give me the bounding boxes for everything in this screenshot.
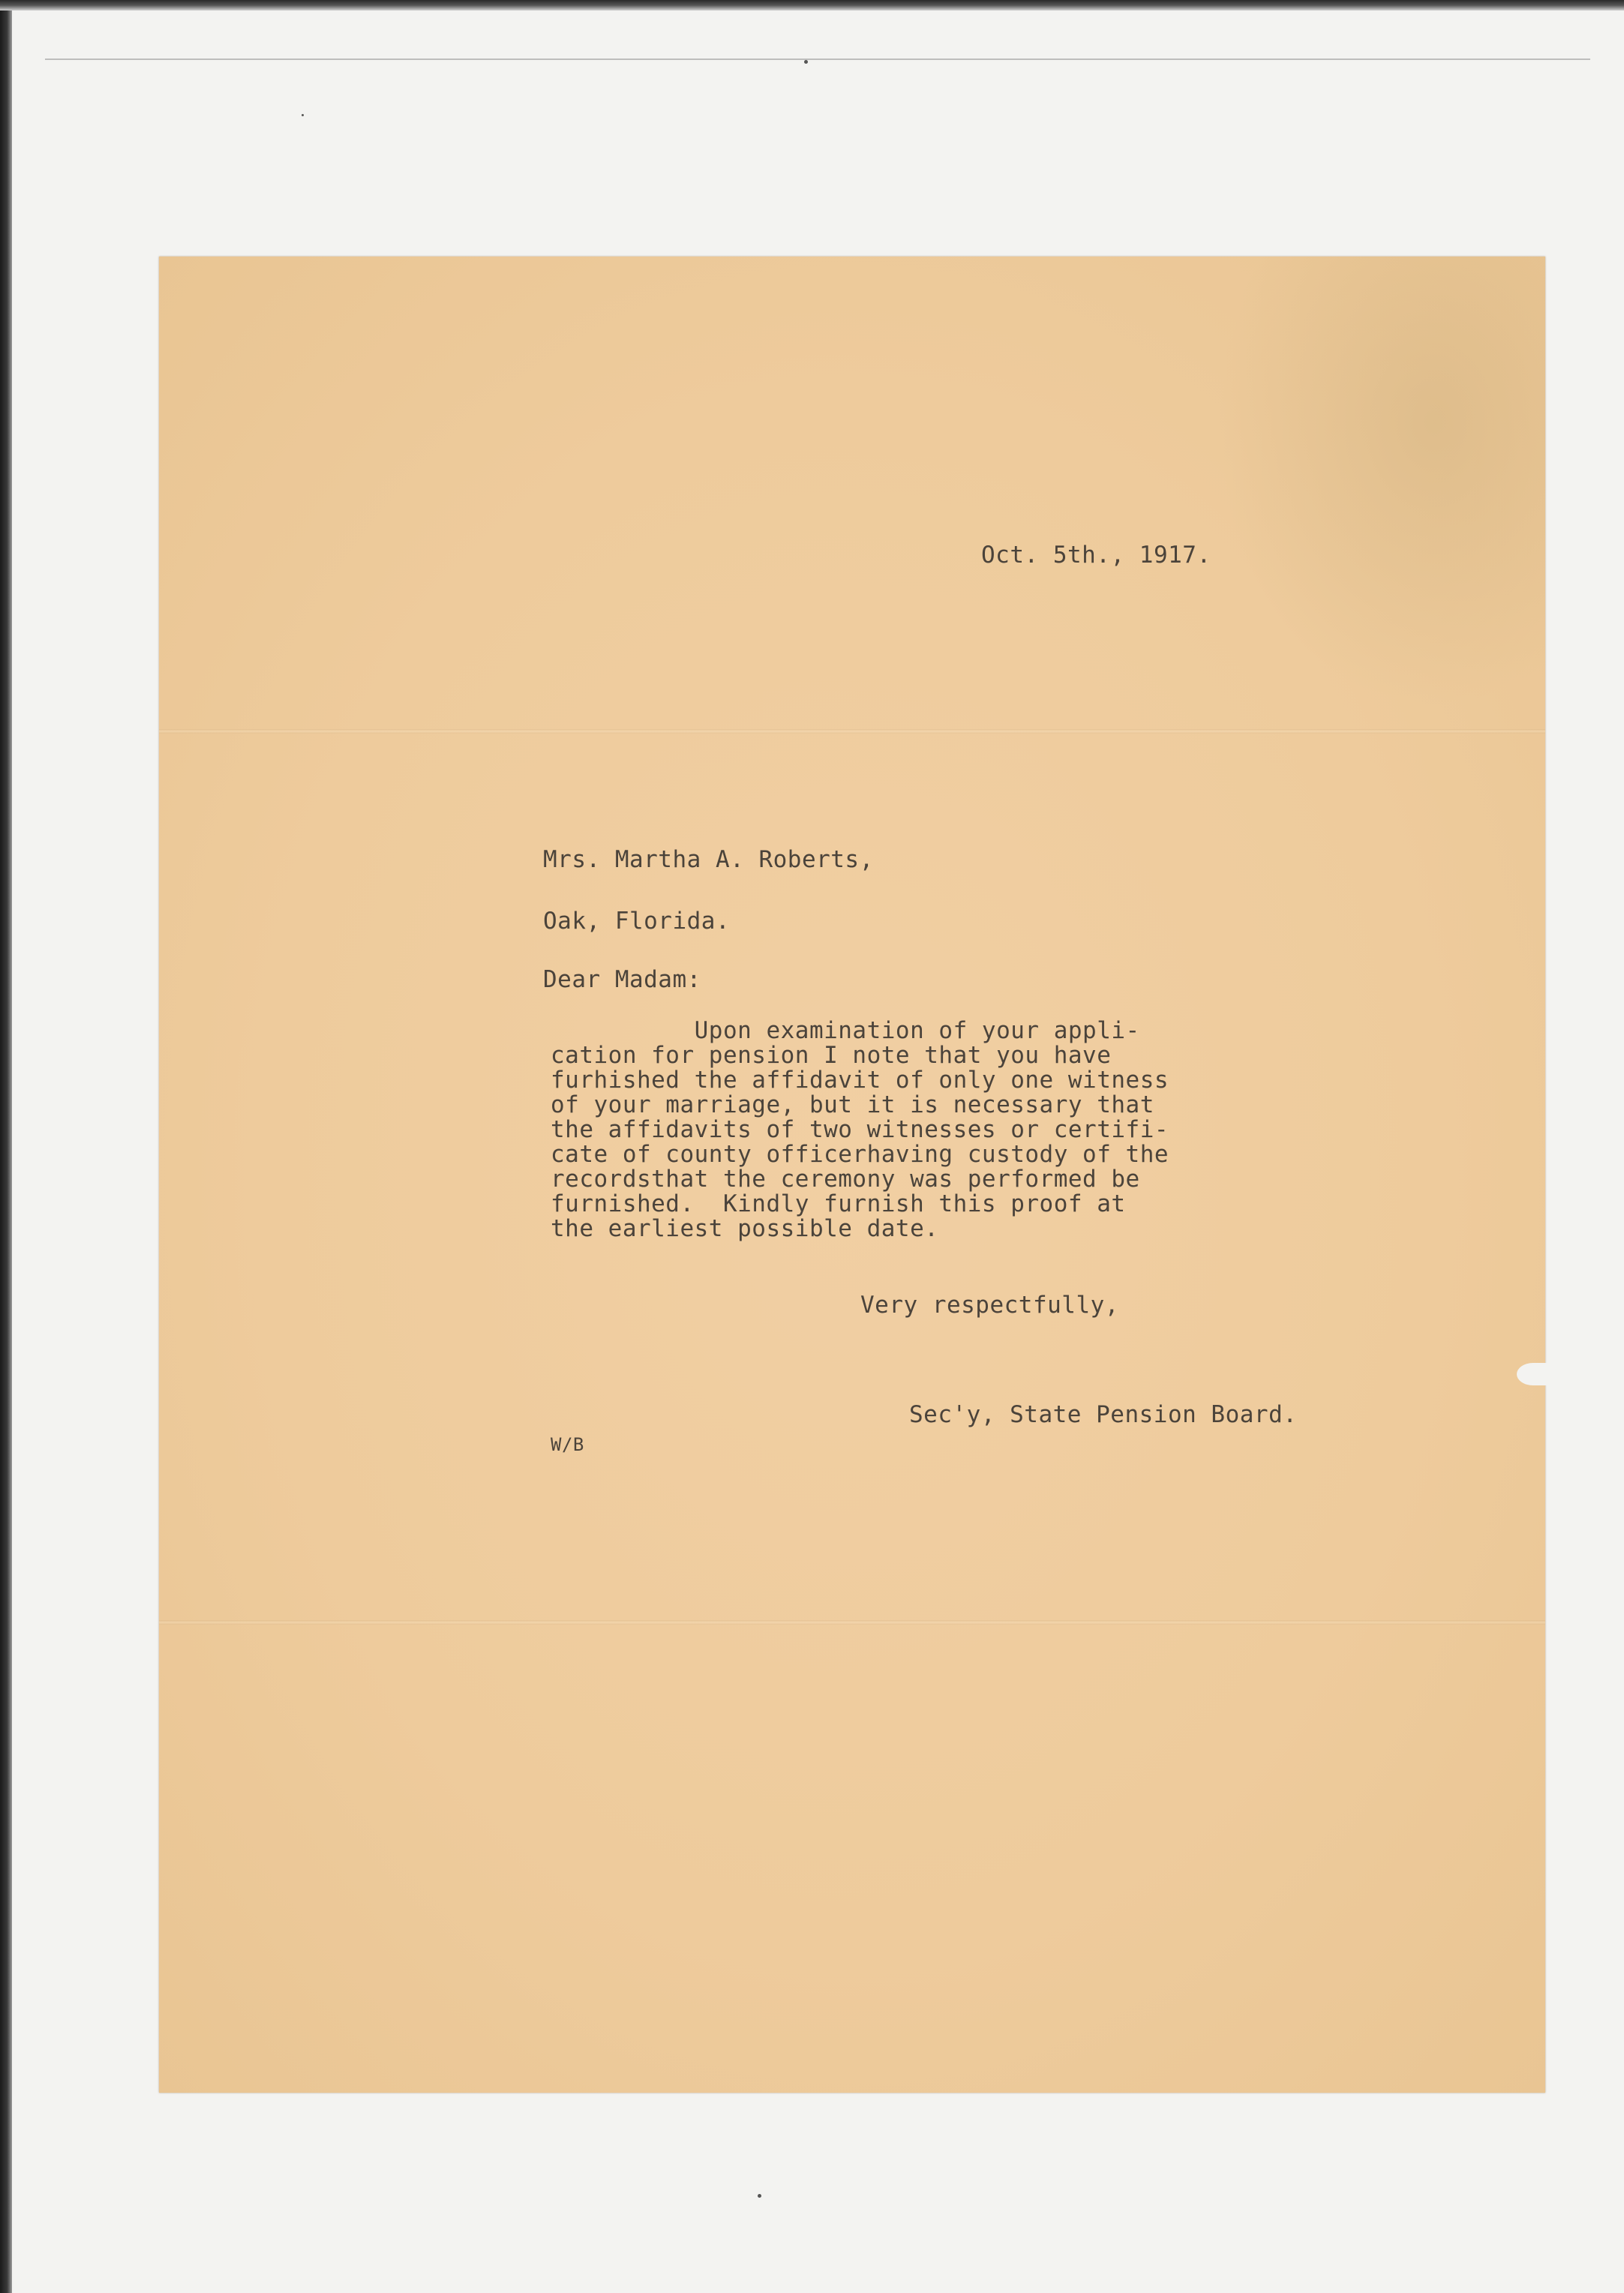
paper-fold (159, 729, 1545, 734)
recipient-location: Oak, Florida. (543, 908, 731, 935)
signature-title: Sec'y, State Pension Board. (909, 1401, 1298, 1428)
body-line: the affidavits of two witnesses or certifi- (551, 1116, 1169, 1143)
paper-tear (1517, 1363, 1550, 1385)
scan-speck (302, 114, 304, 116)
scan-speck (804, 60, 808, 64)
closing: Very respectfully, (860, 1292, 1119, 1319)
recipient-name: Mrs. Martha A. Roberts, (543, 846, 874, 873)
body-line: cate of county officerhaving custody of the (551, 1141, 1169, 1168)
body-line: recordsthat the ceremony was performed be (551, 1166, 1140, 1193)
salutation: Dear Madam: (543, 966, 701, 993)
scan-speck (758, 2194, 761, 2198)
scanner-rule-line (45, 59, 1590, 60)
body-line: furhished the affidavit of only one witness (551, 1067, 1169, 1094)
body-line: cation for pension I note that you have (551, 1042, 1112, 1069)
letter-date: Oct. 5th., 1917. (981, 542, 1211, 569)
body-line: of your marriage, but it is necessary that (551, 1091, 1154, 1118)
body-line: furnished. Kindly furnish this proof at (551, 1190, 1126, 1217)
body-line: Upon examination of your appli- (551, 1017, 1140, 1044)
body-line: the earliest possible date. (551, 1215, 939, 1242)
paper-fold (159, 1620, 1545, 1625)
typist-initials: W/B (551, 1434, 584, 1455)
letter-paper (159, 257, 1545, 2093)
scanner-top-edge (0, 0, 1624, 11)
scanner-left-edge (0, 0, 12, 2293)
